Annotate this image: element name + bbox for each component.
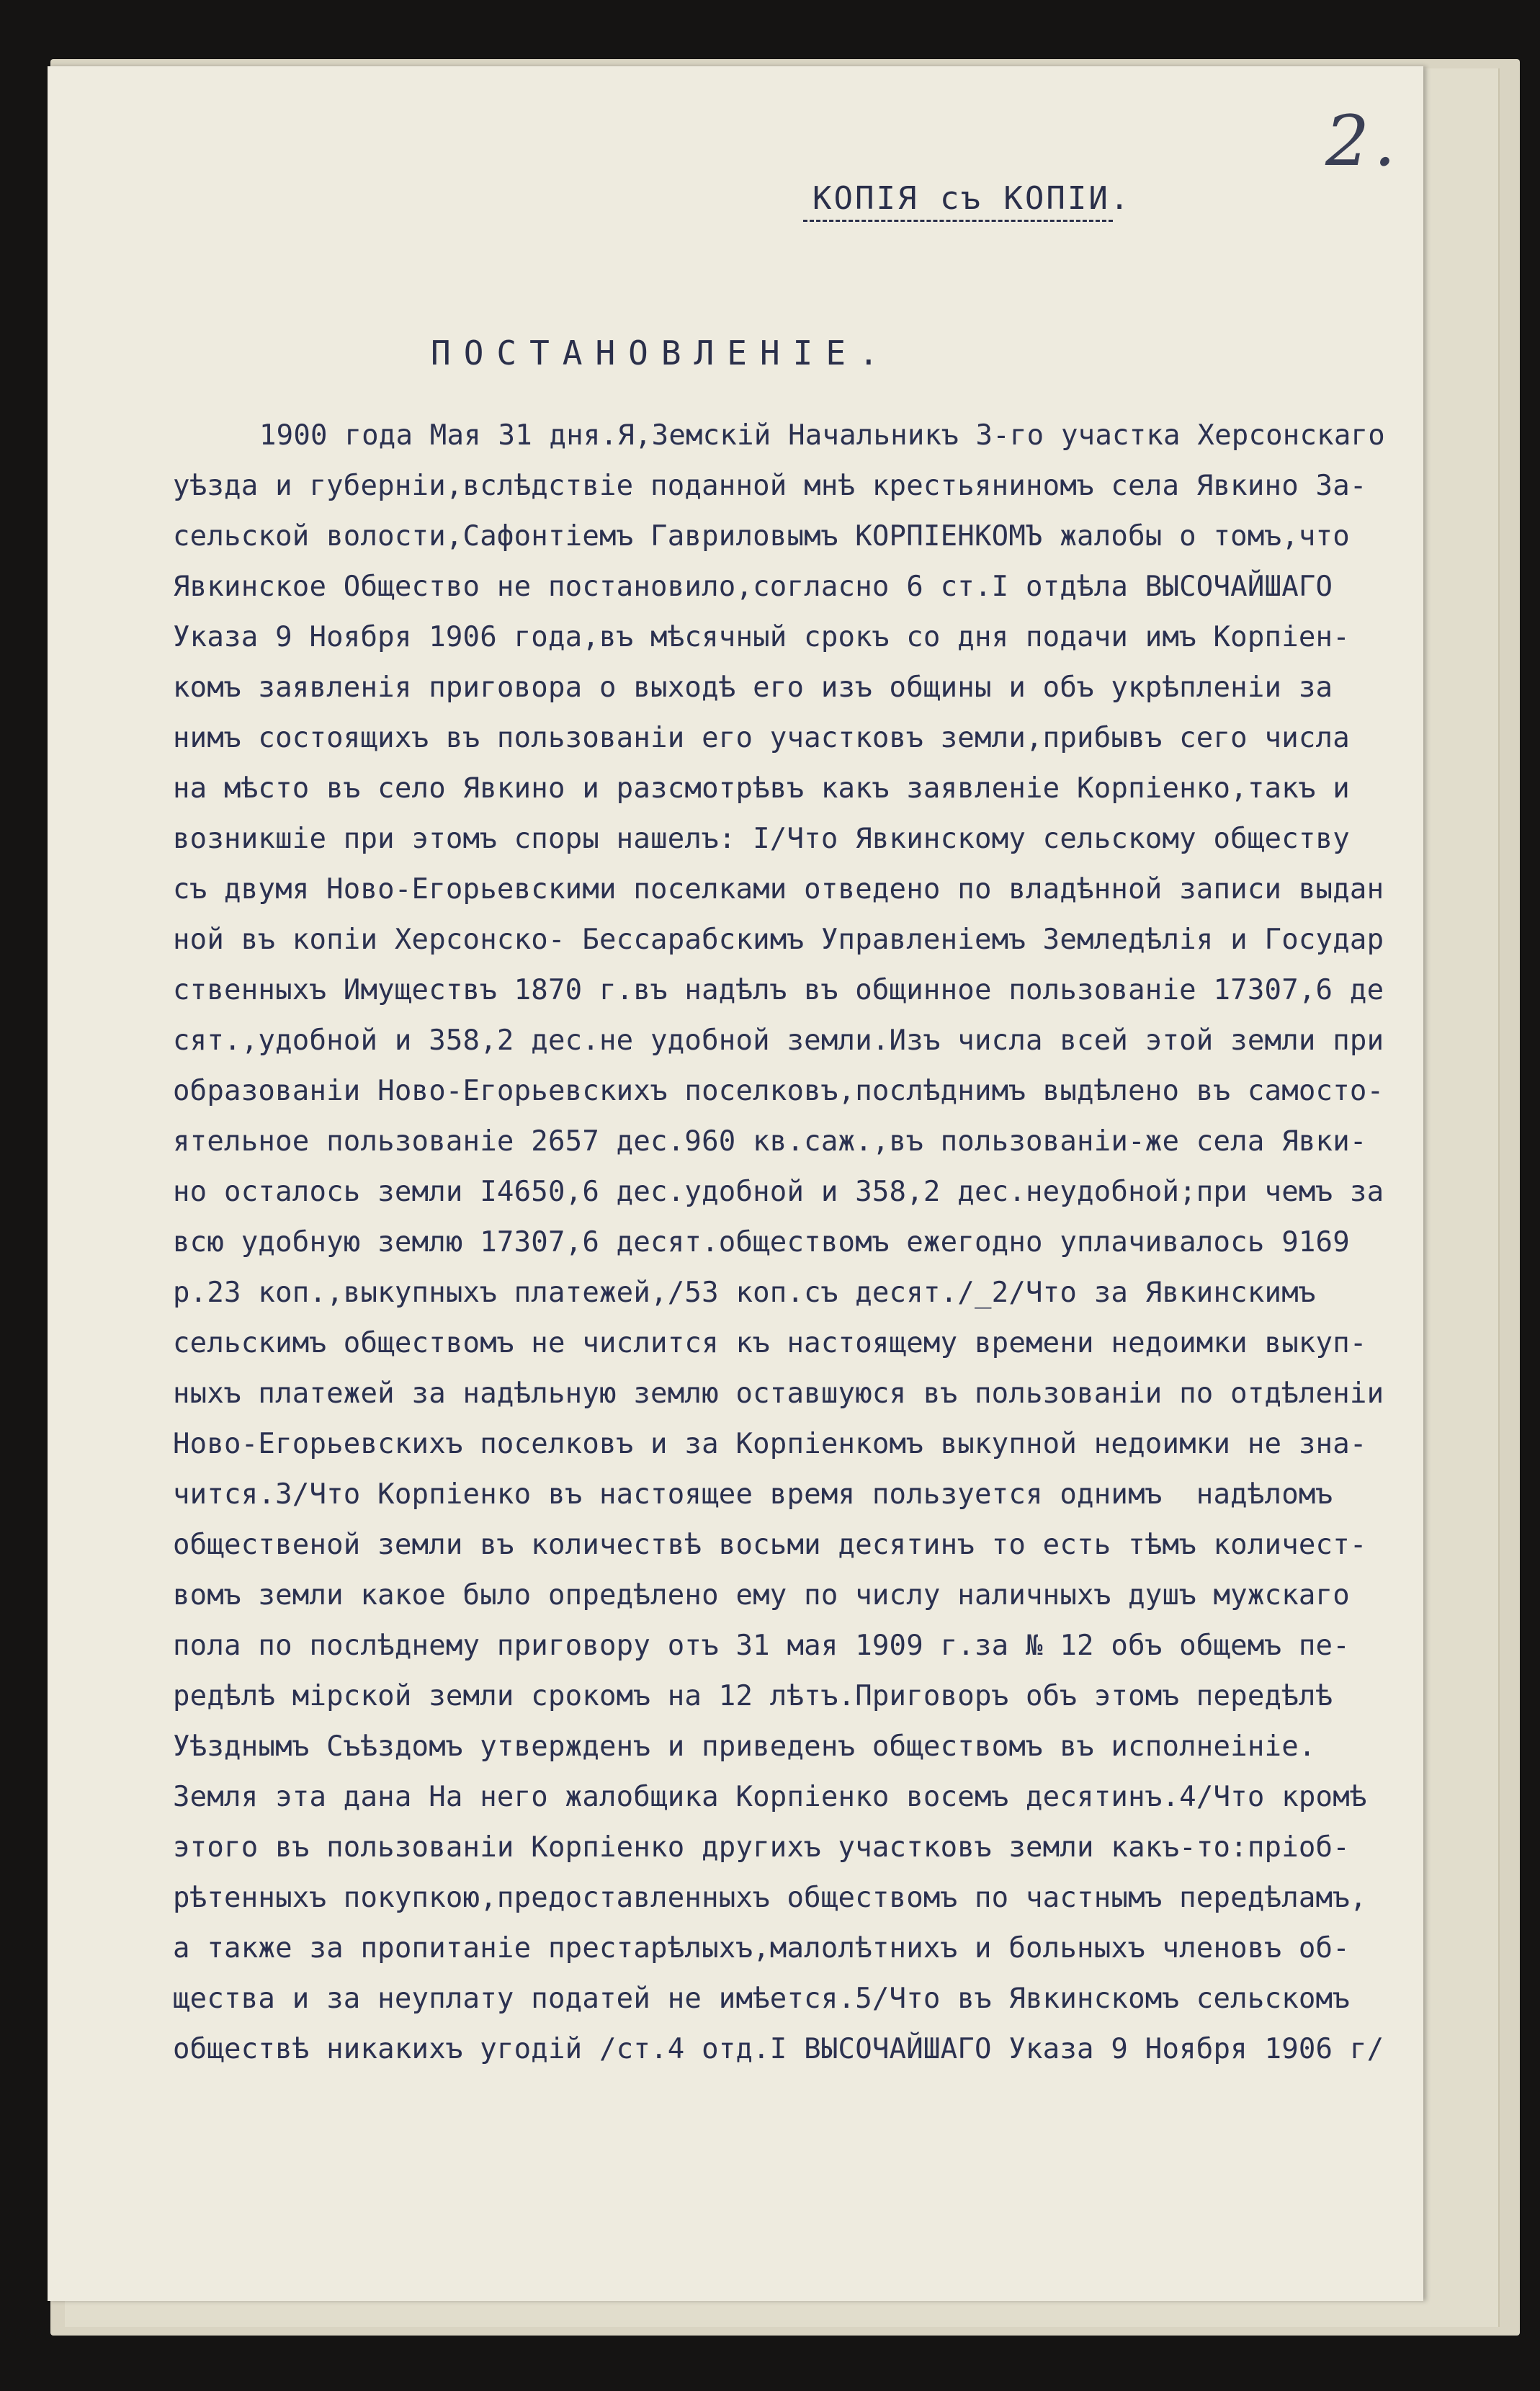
text-line: 1900 года Мая 31 дня.Я,Земскій Начальникъ 3-го участка Херсонскаго [259,419,1385,452]
text-line: уѣзда и губерніи,вслѣдствіе поданной мнѣ крестьяниномъ села Явкино За- [173,470,1367,502]
text-line: этого въ пользованіи Корпіенко другихъ участковъ земли какъ-то:пріоб- [173,1831,1350,1864]
text-line: пола по послѣднему приговору отъ 31 мая 1909 г.за № 12 объ общемъ пе- [173,1630,1350,1662]
text-line: ныхъ платежей за надѣльную землю оставшуюся въ пользованіи по отдѣленіи [173,1377,1384,1410]
text-line: сельскимъ обществомъ не числится къ настоящему времени недоимки выкуп- [173,1327,1367,1359]
document-title: ПОСТАНОВЛЕНІЕ. [431,334,892,372]
text-line: на мѣсто въ село Явкино и разсмотрѣвъ какъ заявленіе Корпіенко,такъ и [173,772,1350,805]
text-line: Указа 9 Ноября 1906 года,въ мѣсячный срокъ со дня подачи имъ Корпіен- [173,621,1350,653]
text-line: ятельное пользованіе 2657 дес.960 кв.саж.,въ пользованіи-же села Явки- [173,1125,1367,1158]
text-line: но осталось земли I4650,6 дес.удобной и 358,2 дес.неудобной;при чемъ за [173,1176,1384,1208]
text-line: щества и за неуплату податей не имѣется.5/Что въ Явкинскомъ сельскомъ [173,1983,1350,2015]
text-line: Ново-Егорьевскихъ поселковъ и за Корпіенкомъ выкупной недоимки не зна- [173,1428,1367,1460]
text-line: съ двумя Ново-Егорьевскими поселками отведено по владѣнной записи выдан [173,873,1384,906]
copy-heading-underline [803,220,1113,222]
text-line: обществѣ никакихъ угодій /ст.4 отд.I ВЫСОЧАЙШАГО Указа 9 Ноября 1906 г/ [173,2033,1384,2065]
text-line: общественой земли въ количествѣ восьми десятинъ то есть тѣмъ количест- [173,1529,1367,1561]
text-line: образованіи Ново-Егорьевскихъ поселковъ,послѣднимъ выдѣлено въ самосто- [173,1075,1384,1107]
text-line: Явкинское Общество не постановило,согласно 6 ст.I отдѣла ВЫСОЧАЙШАГО [173,571,1333,603]
text-line: р.23 коп.,выкупныхъ платежей,/53 коп.съ десят./_2/Что за Явкинскимъ [173,1277,1316,1309]
text-line: рѣтенныхъ покупкою,предоставленныхъ обществомъ по частнымъ передѣламъ, [173,1882,1367,1914]
text-line: редѣлѣ мірской земли срокомъ на 12 лѣтъ.Приговоръ объ этомъ передѣлѣ [173,1680,1333,1712]
text-line: вомъ земли какое было опредѣлено ему по числу наличныхъ душъ мужскаго [173,1579,1350,1612]
text-line: нимъ состоящихъ въ пользованіи его участковъ земли,прибывъ сего числа [173,722,1350,754]
copy-heading: КОПІЯ съ КОПІИ. [812,180,1132,217]
text-line: ной въ копіи Херсонско- Бессарабскимъ Управленіемъ Земледѣлія и Государ [173,924,1384,956]
text-line: а также за пропитаніе престарѣлыхъ,малолѣтнихъ и больныхъ членовъ об- [173,1932,1350,1965]
document-body [173,411,1441,2075]
text-line: чится.3/Что Корпіенко въ настоящее время пользуется однимъ надѣломъ [173,1478,1333,1511]
text-line: сельской волости,Сафонтіемъ Гавриловымъ КОРПІЕНКОМЪ жалобы о томъ,что [173,520,1350,553]
text-line: всю удобную землю 17307,6 десят.обществомъ ежегодно уплачивалось 9169 [173,1226,1350,1259]
text-line: комъ заявленія приговора о выходѣ его изъ общины и объ укрѣпленіи за [173,671,1333,704]
page-number: 2. [1325,101,1400,182]
text-line: возникшіе при этомъ споры нашелъ: I/Что Явкинскому сельскому обществу [173,823,1350,855]
text-line: ственныхъ Имуществъ 1870 г.въ надѣлъ въ общинное пользованіе 17307,6 де [173,974,1384,1006]
text-line: Уѣзднымъ Съѣздомъ утвержденъ и приведенъ обществомъ въ исполнеініе. [173,1730,1316,1763]
text-line: Земля эта дана На него жалобщика Корпіенко восемъ десятинъ.4/Что кромѣ [173,1781,1367,1813]
text-line: сят.,удобной и 358,2 дес.не удобной земли.Изъ числа всей этой земли при [173,1024,1384,1057]
